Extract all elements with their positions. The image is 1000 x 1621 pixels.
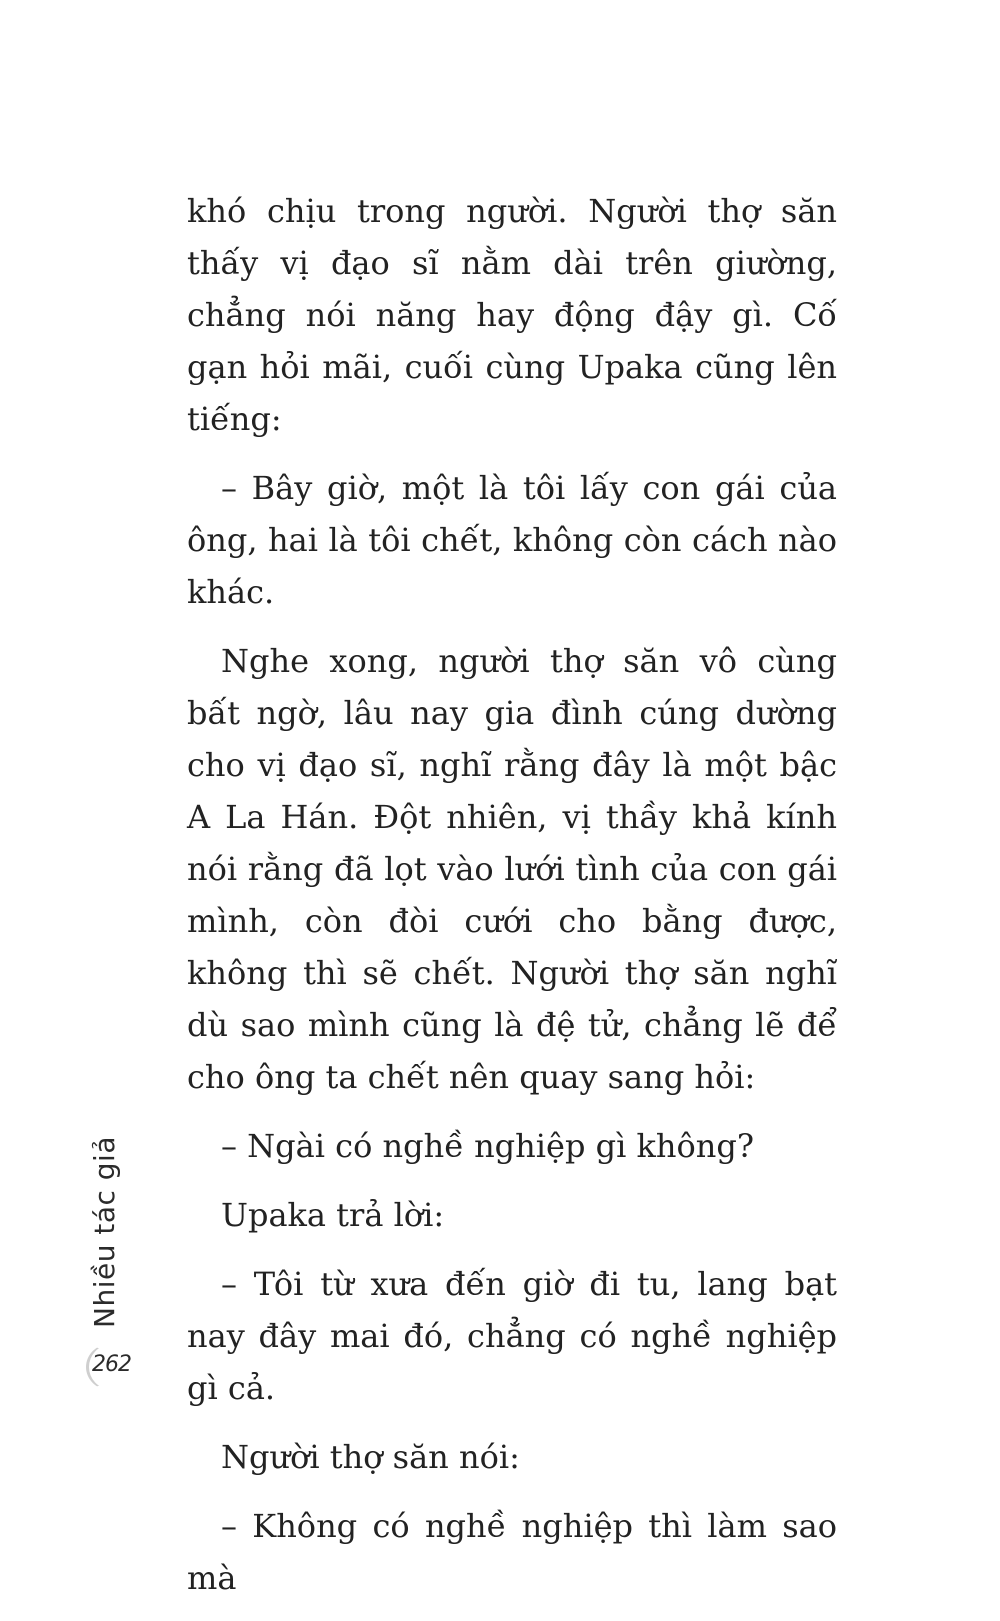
- page-number: 262: [92, 1352, 131, 1377]
- page-number-badge: [86, 1344, 132, 1390]
- body-text: [187, 185, 837, 1621]
- paragraph-1: khó chịu trong người. Người thợ săn thấy vị đạo sĩ nằm dài trên giường, chẳng nói năng hay động đậy gì. Cố gạn hỏi mãi, cuối cùng Upaka cũng lên tiếng:: [187, 192, 837, 438]
- paragraph-3: Nghe xong, người thợ săn vô cùng bất ngờ, lâu nay gia đình cúng dường cho vị đạo sĩ, nghĩ rằng đây là một bậc A La Hán. Đột nhiên, vị thầy khả kính nói rằng đã lọt vào lưới tình của con gái mình, còn đòi cưới cho bằng được, không thì sẽ chết. Người thợ săn nghĩ dù sao mình cũng là đệ tử, chẳng lẽ để cho ông ta chết nên quay sang hỏi:: [187, 642, 837, 1096]
- paragraph-2: – Bây giờ, một là tôi lấy con gái của ông, hai là tôi chết, không còn cách nào khác.: [187, 469, 837, 611]
- paragraph-5: Upaka trả lời:: [221, 1196, 445, 1234]
- paragraph-6: – Tôi từ xưa đến giờ đi tu, lang bạt nay đây mai đó, chẳng có nghề nghiệp gì cả.: [187, 1265, 837, 1407]
- paragraph-7: Người thợ săn nói:: [221, 1438, 520, 1476]
- running-author-label: Nhiều tác giả: [88, 1136, 121, 1328]
- paragraph-4: – Ngài có nghề nghiệp gì không?: [221, 1127, 754, 1165]
- paragraph-8: – Không có nghề nghiệp thì làm sao mà: [187, 1507, 837, 1597]
